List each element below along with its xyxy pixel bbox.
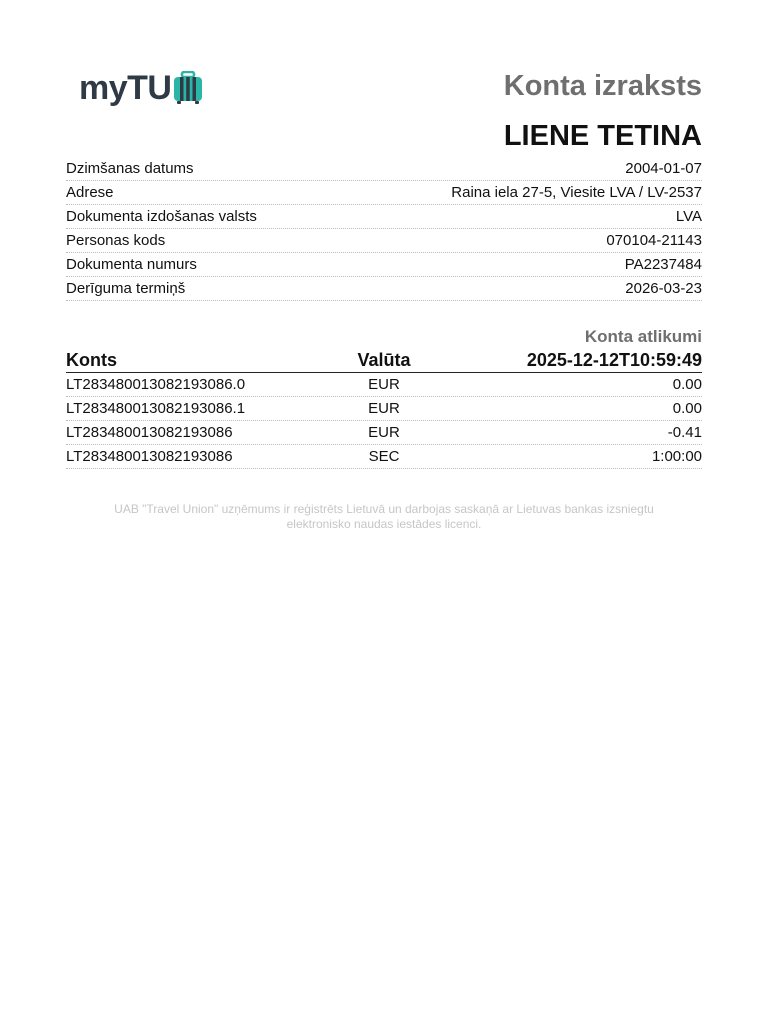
info-value: PA2237484: [624, 256, 702, 273]
info-label: Dokumenta numurs: [66, 256, 197, 273]
info-value: 2026-03-23: [625, 280, 702, 297]
info-label: Dzimšanas datums: [66, 160, 194, 177]
column-header-balance-date: 2025-12-12T10:59:49: [526, 349, 702, 370]
account-number: LT283480013082193086: [66, 424, 233, 441]
table-row: [66, 397, 702, 421]
accounts-table-header: [66, 348, 702, 373]
accounts-table: [66, 348, 702, 469]
info-value: LVA: [675, 208, 702, 225]
document-title: Konta izraksts: [503, 70, 702, 102]
info-row-issuing-country: [66, 205, 702, 229]
column-header-currency: Valūta: [357, 349, 411, 370]
info-row-address: [66, 181, 702, 205]
info-row-personal-code: [66, 229, 702, 253]
column-header-account: Konts: [66, 349, 117, 370]
account-balance: 1:00:00: [651, 448, 702, 465]
footer-line: elektronisko naudas iestādes licenci.: [286, 517, 482, 531]
balance-caption: Konta atlikumi: [584, 327, 702, 346]
account-balance: 0.00: [672, 376, 702, 393]
account-number: LT283480013082193086: [66, 448, 233, 465]
info-value: 070104-21143: [606, 232, 702, 249]
account-currency: SEC: [368, 448, 400, 465]
info-label: Adrese: [66, 184, 114, 201]
table-row: [66, 421, 702, 445]
table-row: [66, 373, 702, 397]
info-row-birth-date: [66, 157, 702, 181]
account-number: LT283480013082193086.1: [66, 400, 246, 417]
info-row-expiry-date: [66, 277, 702, 301]
mytu-logo: [79, 66, 203, 110]
table-row: [66, 445, 702, 469]
account-number: LT283480013082193086.0: [66, 376, 246, 393]
account-holder-name: LIENE TETINA: [503, 120, 702, 152]
suitcase-icon: [173, 71, 203, 105]
info-label: Dokumenta izdošanas valsts: [66, 208, 257, 225]
legal-footer: [86, 502, 682, 532]
account-balance: 0.00: [672, 400, 702, 417]
info-value: 2004-01-07: [625, 160, 702, 177]
account-currency: EUR: [368, 400, 400, 417]
info-label: Personas kods: [66, 232, 166, 249]
footer-line: UAB "Travel Union" uzņēmums ir reģistrēts Lietuvā un darbojas saskaņā ar Lietuvas bankas izsniegtu: [114, 502, 654, 516]
account-balance: -0.41: [667, 424, 702, 441]
info-value: Raina iela 27-5, Viesite LVA / LV-2537: [451, 184, 702, 201]
info-row-document-number: [66, 253, 702, 277]
personal-info-table: [66, 157, 702, 301]
logo-wordmark: myTU: [79, 68, 172, 107]
info-label: Derīguma termiņš: [66, 280, 186, 297]
account-currency: EUR: [368, 424, 400, 441]
account-currency: EUR: [368, 376, 400, 393]
